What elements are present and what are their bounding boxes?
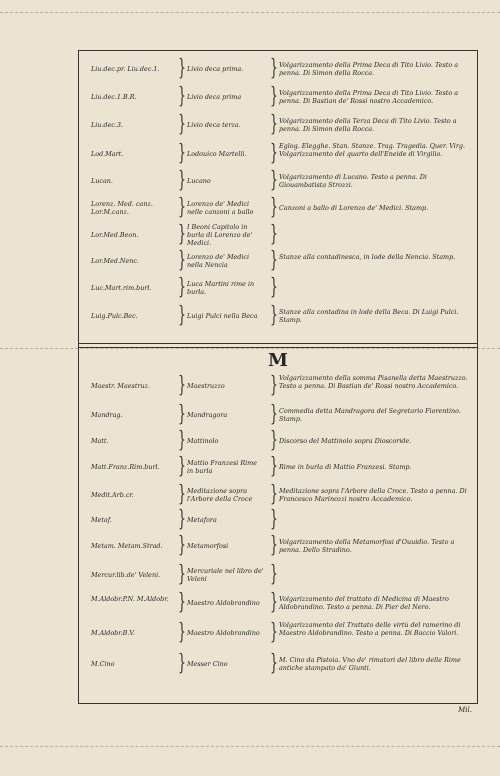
abbreviation: Matt.Franz.Rim.burl. bbox=[91, 463, 160, 471]
source-description: Volgarizzamento della Metamorfosi d'Ouuidio. Testo a penna. Dello Stradino. bbox=[279, 538, 455, 554]
source-description: Stanze alla contadinesca, in lode della Nencia. Stamp. bbox=[279, 253, 456, 261]
short-title: Metafora bbox=[187, 516, 217, 524]
brace-mark: } bbox=[270, 275, 278, 300]
brace-mark: } bbox=[270, 303, 278, 328]
abbreviation: Lor.Med.Nenc. bbox=[91, 257, 140, 265]
brace-mark: } bbox=[270, 141, 278, 166]
catchword: Mil. bbox=[458, 706, 472, 714]
list-item bbox=[79, 371, 477, 401]
list-item bbox=[79, 169, 477, 193]
brace-mark: } bbox=[178, 112, 186, 137]
abbreviation: Luig.Pulc.Bec. bbox=[91, 312, 138, 320]
brace-mark: } bbox=[270, 590, 278, 615]
brace-mark: } bbox=[178, 651, 186, 676]
source-description: Volgarizzamento della Prima Deca di Tito Livio. Testo a penna. Di Bastian de' Rossi nostro Accademico. bbox=[279, 89, 459, 105]
source-description: Rime in burla di Mattio Franzesi. Stamp. bbox=[279, 463, 412, 471]
short-title: Maestro Aldobrandino bbox=[187, 629, 260, 637]
short-title: Mandragora bbox=[187, 411, 228, 419]
short-title: Lorenzo de' Medici nelle canzoni a ballo bbox=[187, 200, 254, 216]
list-item bbox=[79, 481, 477, 509]
brace-mark: } bbox=[178, 222, 186, 247]
short-title: Luigi Pulci nella Beca bbox=[187, 312, 258, 320]
brace-mark: } bbox=[270, 651, 278, 676]
abbreviation: Liu.dec.pr. Liu.dec.1. bbox=[91, 65, 160, 73]
brace-mark: } bbox=[178, 303, 186, 328]
abbreviation: Metaf. bbox=[91, 516, 112, 524]
list-item bbox=[79, 301, 477, 331]
list-item bbox=[79, 247, 477, 275]
brace-mark: } bbox=[178, 482, 186, 507]
short-title: Maestruzzo bbox=[187, 382, 225, 390]
fold-crease bbox=[0, 746, 500, 747]
source-description: Eglog. Elegghe. Stan. Stanze. Trag. Tragedia. Quer. Virg. Volgarizzamento del quarto dell'Eneide di Virgilio. bbox=[279, 142, 466, 158]
source-description: Volgarizzamento della somma Pisanella detta Maestruzzo. Testo a penna. Di Bastian de' Rossi nostro Accademico. bbox=[279, 374, 468, 390]
short-title: Mattio Franzesi Rime in burla bbox=[187, 459, 258, 475]
brace-mark: } bbox=[270, 454, 278, 479]
brace-mark: } bbox=[178, 562, 186, 587]
short-title: Luca Martini rime in burla. bbox=[187, 280, 255, 296]
brace-mark: } bbox=[178, 620, 186, 645]
abbreviation: Lucan. bbox=[91, 177, 113, 185]
list-item bbox=[79, 139, 477, 169]
short-title: Lorenzo de' Medici nella Nencia bbox=[187, 253, 250, 269]
source-description: Meditazione sopra l'Arbore della Croce. Testo a penna. Di Francesco Marinozzi nostro Accademico. bbox=[279, 487, 467, 503]
list-item bbox=[79, 617, 477, 649]
brace-mark: } bbox=[270, 168, 278, 193]
brace-mark: } bbox=[270, 620, 278, 645]
fold-crease bbox=[0, 12, 500, 13]
list-item bbox=[79, 561, 477, 589]
list-item bbox=[79, 531, 477, 561]
brace-mark: } bbox=[270, 248, 278, 273]
brace-mark: } bbox=[270, 562, 278, 587]
brace-mark: } bbox=[270, 373, 278, 398]
list-item bbox=[79, 649, 477, 679]
abbreviation: Liu.dec.3. bbox=[91, 121, 124, 129]
list-item bbox=[79, 429, 477, 453]
list-item bbox=[79, 509, 477, 531]
source-description: M. Cino da Pistoia. Vno de' rimatori del libro delle Rime antiche stampato da' Giunti. bbox=[279, 656, 461, 672]
brace-mark: } bbox=[178, 590, 186, 615]
source-description: Discorso del Mattinolo sopra Dioscoride. bbox=[279, 437, 412, 445]
brace-mark: } bbox=[270, 112, 278, 137]
abbreviation: Mercur.lib.de' Veleni. bbox=[91, 571, 161, 579]
abbreviation: Lor.Med.Beon. bbox=[91, 231, 139, 239]
brace-mark: } bbox=[178, 141, 186, 166]
abbreviation: Lorenz. Med. canz. Lor.M.canz. bbox=[91, 200, 153, 216]
source-description: Commedia detta Mandragora del Segretario Fiorentino. Stamp. bbox=[279, 407, 461, 423]
short-title: Meditazione sopra l'Arbore della Croce bbox=[187, 487, 253, 503]
abbreviation: Medit.Arb.cr. bbox=[91, 491, 134, 499]
short-title: Maestro Aldobrandino bbox=[187, 599, 260, 607]
short-title: Livio deca prima. bbox=[187, 65, 244, 73]
abbreviation: Metam. Metam.Strad. bbox=[91, 542, 163, 550]
abbreviation: Maestr. Maestruz. bbox=[91, 382, 150, 390]
source-description: Volgarizzamento del Trattato delle virtù del ramerino di Maestro Aldobrandino. Testo a penna. Di Baccio Valori. bbox=[279, 621, 461, 637]
list-item bbox=[79, 55, 477, 83]
brace-mark: } bbox=[178, 84, 186, 109]
brace-mark: } bbox=[178, 402, 186, 427]
source-description: Volgarizzamento della Terza Deca di Tito Livio. Testo a penna. Di Simon della Rocca. bbox=[279, 117, 457, 133]
short-title: Lodouico Martelli. bbox=[187, 150, 247, 158]
abbreviation: M.Aldobr.P.N. M.Aldobr. bbox=[91, 595, 169, 603]
brace-mark: } bbox=[178, 275, 186, 300]
short-title: Metamorfosi bbox=[187, 542, 229, 550]
list-item bbox=[79, 589, 477, 617]
brace-mark: } bbox=[178, 373, 186, 398]
short-title: Mercuriale nel libro de' Veleni bbox=[187, 567, 264, 583]
section-divider bbox=[79, 343, 477, 344]
brace-mark: } bbox=[270, 195, 278, 220]
brace-mark: } bbox=[270, 402, 278, 427]
brace-mark: } bbox=[178, 533, 186, 558]
list-item bbox=[79, 453, 477, 481]
abbreviation: Luc.Mart.rim.burl. bbox=[91, 284, 152, 292]
abbreviation: Matt. bbox=[91, 437, 109, 445]
table-frame bbox=[78, 50, 478, 704]
source-description: Stanze alla contadina in lode della Beca. Di Luigi Pulci. Stamp. bbox=[279, 308, 459, 324]
source-description: Canzoni a ballo di Lorenzo de' Medici. Stamp. bbox=[279, 204, 429, 212]
brace-mark: } bbox=[178, 195, 186, 220]
abbreviation: Mandrag. bbox=[91, 411, 123, 419]
abbreviation: M.Aldobr.B.V. bbox=[91, 629, 135, 637]
brace-mark: } bbox=[270, 428, 278, 453]
list-item bbox=[79, 111, 477, 139]
source-description: Volgarizzamento della Prima Deca di Tito Livio. Testo a penna. Di Simon della Rocca. bbox=[279, 61, 459, 77]
source-description: Volgarizzamento di Lucano. Testo a penna. Di Giouambatista Strozzi. bbox=[279, 173, 427, 189]
brace-mark: } bbox=[178, 428, 186, 453]
brace-mark: } bbox=[178, 248, 186, 273]
brace-mark: } bbox=[270, 56, 278, 81]
section-divider bbox=[79, 347, 477, 348]
short-title: Livio deca terza. bbox=[187, 121, 241, 129]
source-description: Volgarizzamento del trattato di Medicina di Maestro Aldobrandino. Testo a penna. Di Pier del Nero. bbox=[279, 595, 449, 611]
abbreviation: Lod.Mart. bbox=[91, 150, 124, 158]
brace-mark: } bbox=[178, 168, 186, 193]
brace-mark: } bbox=[178, 454, 186, 479]
brace-mark: } bbox=[178, 507, 186, 532]
brace-mark: } bbox=[178, 56, 186, 81]
abbreviation: Liu.dec.1.B.R. bbox=[91, 93, 137, 101]
abbreviation: M.Cino bbox=[91, 660, 115, 668]
brace-mark: } bbox=[270, 222, 278, 247]
brace-mark: } bbox=[270, 84, 278, 109]
list-item bbox=[79, 275, 477, 301]
section-letter: M bbox=[268, 350, 288, 371]
short-title: Messer Cino bbox=[187, 660, 228, 668]
brace-mark: } bbox=[270, 482, 278, 507]
short-title: I Beoni Capitolo in burla di Lorenzo de' Medici. bbox=[187, 223, 253, 247]
list-item bbox=[79, 223, 477, 247]
brace-mark: } bbox=[270, 533, 278, 558]
short-title: Lucano bbox=[187, 177, 211, 185]
brace-mark: } bbox=[270, 507, 278, 532]
short-title: Livio deca prima bbox=[187, 93, 242, 101]
list-item bbox=[79, 193, 477, 223]
short-title: Mattinolo bbox=[187, 437, 219, 445]
list-item bbox=[79, 401, 477, 429]
list-item bbox=[79, 83, 477, 111]
